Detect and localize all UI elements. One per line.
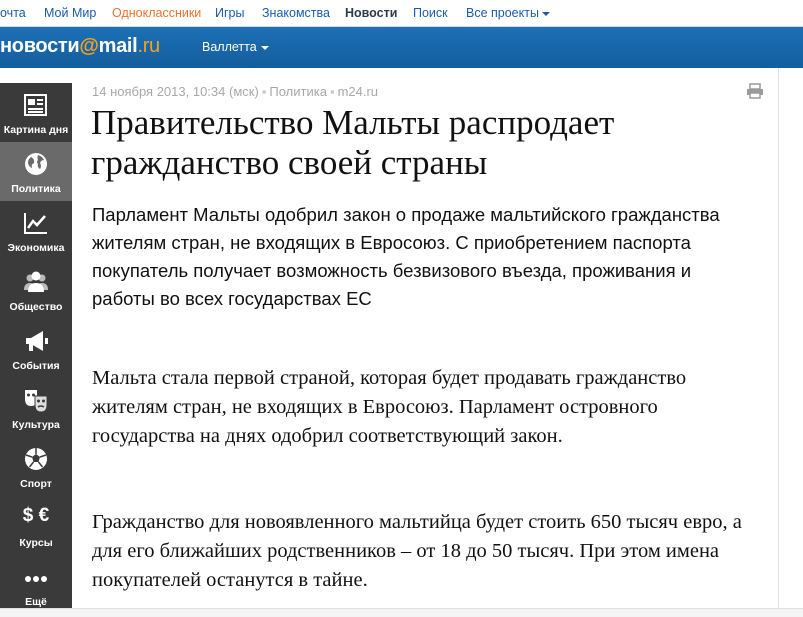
- all-projects-label: Все проекты: [466, 6, 539, 20]
- chevron-down-icon: [542, 12, 550, 16]
- article-rubric-link[interactable]: Политика: [269, 84, 327, 99]
- city-label: Валлетта: [202, 40, 257, 54]
- sidebar-item-label: Спорт: [20, 478, 52, 490]
- article-meta: [92, 84, 378, 99]
- nav-link-dating[interactable]: Знакомства: [262, 6, 330, 20]
- people-icon: [22, 268, 50, 296]
- print-icon[interactable]: [746, 83, 764, 99]
- megaphone-icon: [22, 327, 50, 355]
- nav-link-games[interactable]: Игры: [215, 6, 245, 20]
- chart-icon: [22, 209, 50, 237]
- column-divider: [778, 68, 779, 617]
- sidebar-item-sport[interactable]: [0, 437, 72, 496]
- more-icon: [22, 563, 50, 591]
- article-title: Правительство Мальты распродает гражданство своей страны: [91, 103, 615, 182]
- nav-link-all-projects[interactable]: [466, 6, 550, 20]
- chevron-down-icon: [261, 46, 269, 50]
- logo-ru: .ru: [137, 35, 160, 57]
- site-logo[interactable]: [0, 35, 160, 59]
- sidebar-item-label: Экономика: [7, 242, 65, 254]
- sidebar-item-politics[interactable]: [0, 142, 72, 201]
- sidebar-item-events[interactable]: [0, 319, 72, 378]
- category-sidebar: [0, 83, 72, 617]
- sidebar-item-culture[interactable]: [0, 378, 72, 437]
- sidebar-item-label: Ещё: [25, 596, 47, 608]
- masks-icon: [22, 386, 50, 414]
- logo-text: новости: [0, 35, 80, 57]
- portal-nav: [0, 0, 803, 27]
- sidebar-item-label: Культура: [12, 419, 60, 431]
- right-column: [797, 68, 803, 617]
- article-paragraph: Гражданство для новоявленного мальтийца будет стоить 650 тысяч евро, а для его ближайших родственников – от 18 до 50 тысяч. При этом имена покупателей останутся в тайне.: [92, 511, 742, 591]
- sidebar-item-rates[interactable]: [0, 496, 72, 555]
- city-selector[interactable]: [202, 40, 269, 54]
- sidebar-item-economy[interactable]: [0, 201, 72, 260]
- sidebar-item-label: Курсы: [19, 537, 53, 549]
- article-date: 14 ноября 2013, 10:34 (мск): [92, 84, 259, 99]
- currency-icon: $ €: [22, 505, 50, 526]
- logo-at: @: [79, 35, 99, 57]
- article-source-link[interactable]: m24.ru: [337, 84, 379, 99]
- nav-link-search[interactable]: Поиск: [413, 6, 448, 20]
- sidebar-item-label: События: [12, 360, 60, 372]
- article-paragraph: Мальта стала первой страной, которая будет продавать гражданство жителям стран, не входящих в Евросоюз. Парламент островного государства на днях одобрил соответствующий закон.: [92, 367, 687, 447]
- sidebar-item-label: Общество: [9, 301, 63, 313]
- meta-separator: ▪: [261, 84, 267, 99]
- globe-icon: [22, 150, 50, 178]
- nav-link-my-world[interactable]: Мой Мир: [44, 6, 97, 20]
- sidebar-item-label: Картина дня: [3, 124, 69, 136]
- sidebar-item-picture-of-day[interactable]: [0, 83, 72, 142]
- page-bottom-edge: [0, 608, 803, 617]
- nav-link-odnoklassniki[interactable]: Одноклассники: [112, 6, 202, 20]
- sidebar-item-label: Политика: [11, 183, 61, 195]
- sidebar-item-society[interactable]: [0, 260, 72, 319]
- site-header: [0, 27, 803, 68]
- newspaper-icon: [22, 91, 50, 119]
- article-lead: Парламент Мальты одобрил закон о продаже мальтийского гражданства жителям стран, не входящих в Евросоюз. С приобретением паспорта покупатель получает возможность безвизового въезда, проживания и работы во всех государствах ЕС: [92, 204, 720, 309]
- logo-mail: mail: [98, 35, 138, 57]
- sidebar-item-more[interactable]: [0, 555, 72, 614]
- nav-link-news[interactable]: Новости: [345, 6, 398, 20]
- meta-separator: ▪: [329, 84, 335, 99]
- nav-link-mail[interactable]: очта: [0, 6, 26, 20]
- ball-icon: [22, 445, 50, 473]
